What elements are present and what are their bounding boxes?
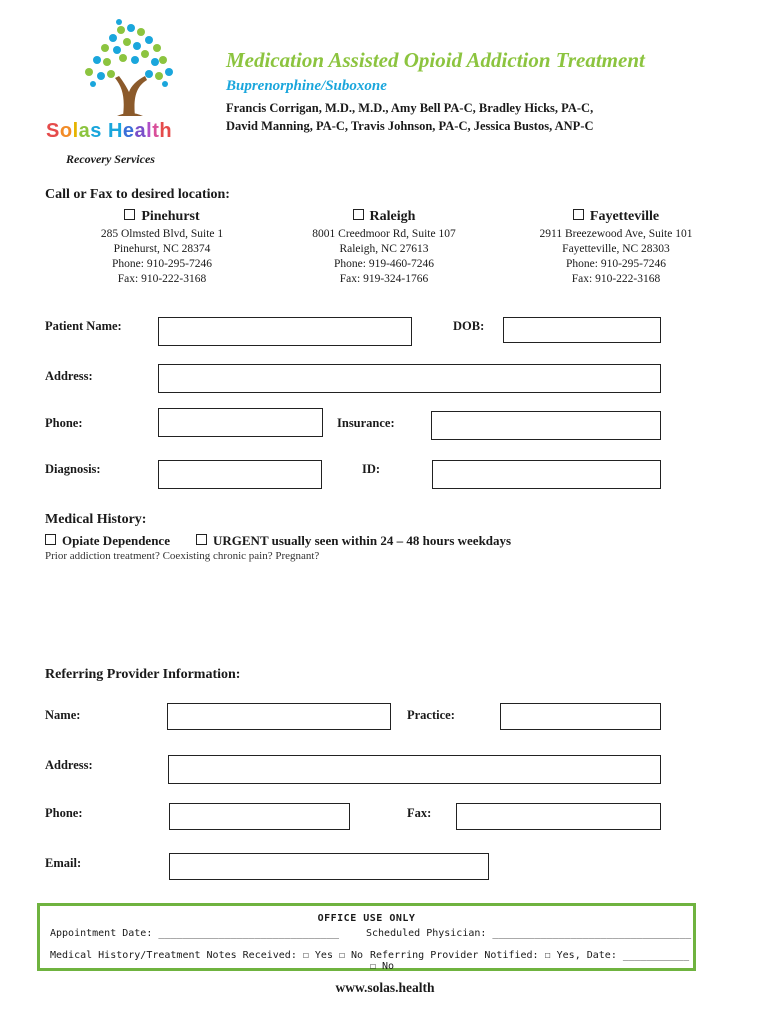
providers-list xyxy=(226,99,594,135)
brand-letter: a xyxy=(134,120,147,142)
referring-name-field[interactable] xyxy=(167,703,391,730)
location-phone: Phone: 910-295-7246 xyxy=(566,258,666,270)
brand-letter: t xyxy=(152,120,160,142)
location-address1: 285 Olmsted Blvd, Suite 1 xyxy=(100,228,224,240)
location-phone: Phone: 919-460-7246 xyxy=(334,258,434,270)
recovery-services-tagline: Recovery Services xyxy=(66,152,155,166)
referring-email-label: Email: xyxy=(45,856,82,870)
tree-trunk xyxy=(115,76,147,116)
checkbox[interactable] xyxy=(124,209,135,220)
patient-address-label: Address: xyxy=(45,369,93,383)
location-phone: Phone: 910-295-7246 xyxy=(112,258,212,270)
opiate-dependence-label: Opiate Dependence xyxy=(62,533,170,548)
location-name: Pinehurst xyxy=(141,209,200,224)
patient-phone-field[interactable] xyxy=(158,408,323,437)
dob-field[interactable] xyxy=(503,317,661,343)
office-use-box xyxy=(37,903,696,971)
location-address2: Raleigh, NC 27613 xyxy=(339,243,429,255)
diagnosis-label: Diagnosis: xyxy=(45,462,101,476)
patient-name-field[interactable] xyxy=(158,317,412,346)
page-subtitle: Buprenorphine/Suboxone xyxy=(226,78,387,94)
patient-address-field[interactable] xyxy=(158,364,661,393)
referring-phone-label: Phone: xyxy=(45,806,83,820)
locations-heading: Call or Fax to desired location: xyxy=(45,187,230,202)
location-raleigh xyxy=(284,208,484,287)
appointment-date: Appointment Date: ______________________________ xyxy=(50,928,339,939)
urgent-option[interactable] xyxy=(196,533,511,549)
medical-history-heading: Medical History: xyxy=(45,512,147,527)
location-fax: Fax: 919-324-1766 xyxy=(339,273,429,285)
checkbox[interactable] xyxy=(573,209,584,220)
brand-letter: o xyxy=(59,120,73,142)
location-fax: Fax: 910-222-3168 xyxy=(117,273,207,285)
insurance-field[interactable] xyxy=(431,411,661,440)
page-title: Medication Assisted Opioid Addiction Treatment xyxy=(226,48,645,72)
patient-name-label: Patient Name: xyxy=(45,319,122,333)
checkbox[interactable] xyxy=(45,534,56,545)
location-address1: 2911 Breezewood Ave, Suite 101 xyxy=(539,228,693,240)
scheduled-physician: Scheduled Physician: _________________________________ xyxy=(366,928,692,939)
practice-label: Practice: xyxy=(407,708,455,722)
patient-phone-label: Phone: xyxy=(45,416,83,430)
location-address2: Pinehurst, NC 28374 xyxy=(113,243,211,255)
id-label: ID: xyxy=(362,462,381,476)
location-name: Fayetteville xyxy=(589,209,660,224)
opiate-dependence-option[interactable] xyxy=(45,533,170,549)
location-address2: Fayetteville, NC 28303 xyxy=(562,243,670,255)
brand-letter: H xyxy=(107,120,123,142)
urgent-label: URGENT usually seen within 24 – 48 hours weekdays xyxy=(213,533,512,548)
checkbox[interactable] xyxy=(353,209,364,220)
history-note: Prior addiction treatment? Coexisting chronic pain? Pregnant? xyxy=(45,550,320,562)
office-use-heading: OFFICE USE ONLY xyxy=(317,913,416,924)
practice-field[interactable] xyxy=(500,703,661,730)
brand-letter: a xyxy=(78,120,91,142)
location-name: Raleigh xyxy=(369,209,416,224)
brand-letter: h xyxy=(159,120,173,142)
tree-leaves xyxy=(85,19,173,87)
brand-letter: l xyxy=(146,120,153,142)
id-field[interactable] xyxy=(432,460,661,489)
referring-name-label: Name: xyxy=(45,708,81,722)
notes-received: Medical History/Treatment Notes Received: ☐ Yes ☐ No xyxy=(50,950,364,961)
brand-letter: l xyxy=(72,120,79,142)
referring-email-field[interactable] xyxy=(169,853,489,880)
checkbox[interactable] xyxy=(196,534,207,545)
brand-wordmark xyxy=(46,120,172,143)
brand-letter: S xyxy=(46,120,60,142)
referring-address-label: Address: xyxy=(45,758,93,772)
dob-label: DOB: xyxy=(453,319,485,333)
referring-provider-heading: Referring Provider Information: xyxy=(45,667,241,682)
location-address1: 8001 Creedmoor Rd, Suite 107 xyxy=(312,228,456,240)
providers-line: David Manning, PA-C, Travis Johnson, PA-C, Jessica Bustos, ANP-C xyxy=(226,119,594,133)
location-pinehurst xyxy=(62,208,262,287)
location-fax: Fax: 910-222-3168 xyxy=(571,273,661,285)
providers-line: Francis Corrigan, M.D., M.D., Amy Bell PA-C, Bradley Hicks, PA-C, xyxy=(226,101,594,115)
referring-fax-field[interactable] xyxy=(456,803,661,830)
insurance-label: Insurance: xyxy=(337,416,395,430)
provider-notified: Referring Provider Notified: ☐ Yes, Date: ___________ ☐ No xyxy=(370,950,690,972)
brand-letter: s xyxy=(90,120,102,142)
brand-letter: e xyxy=(122,120,135,142)
website-url[interactable]: www.solas.health xyxy=(335,980,435,995)
referring-address-field[interactable] xyxy=(168,755,661,784)
diagnosis-field[interactable] xyxy=(158,460,322,489)
referring-fax-label: Fax: xyxy=(407,806,432,820)
location-fayetteville xyxy=(516,208,716,287)
referring-phone-field[interactable] xyxy=(169,803,350,830)
